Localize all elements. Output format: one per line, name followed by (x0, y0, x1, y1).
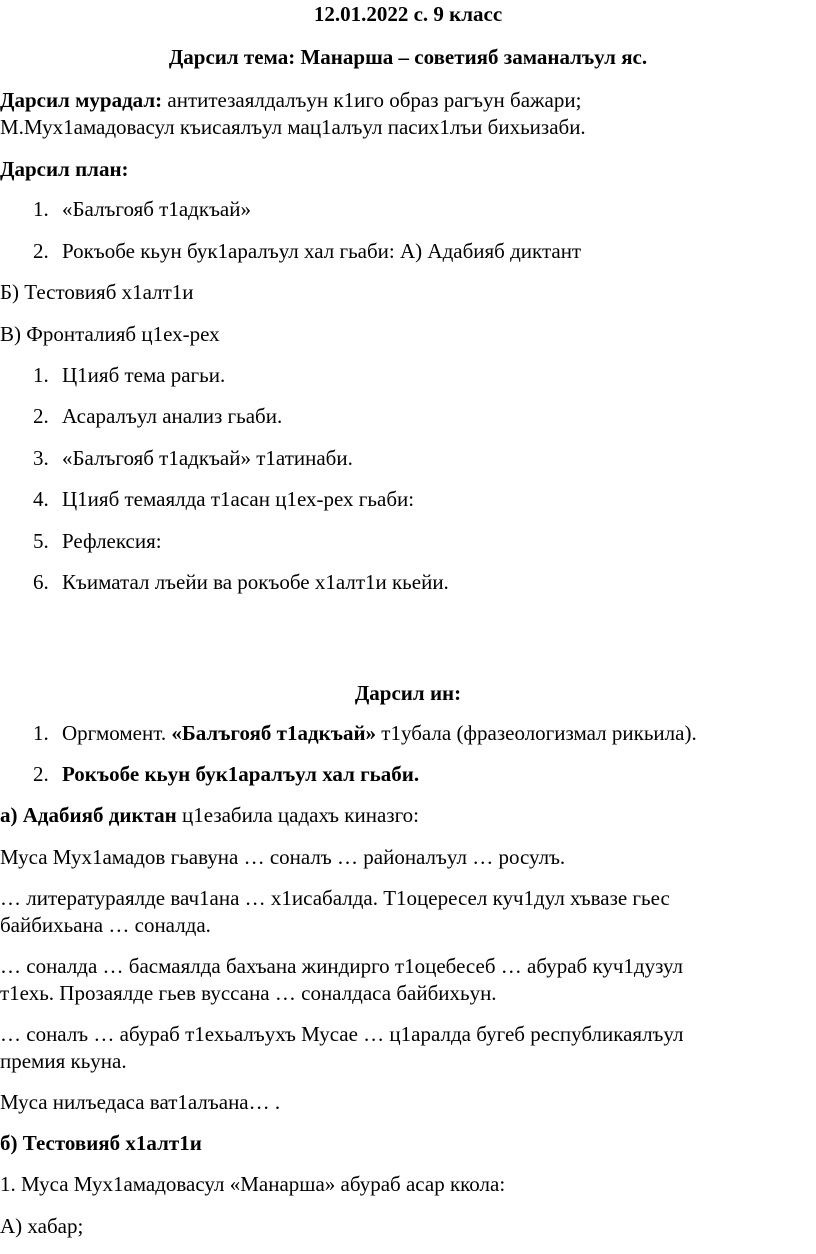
goal-text-1: антитезаялдалъун к1иго образ рагъун бажари; (162, 88, 582, 112)
list-item-number: 4. (33, 487, 49, 511)
lesson-topic: Дарсил тема: Манарша – советияб заманалъул яс. (168, 45, 648, 69)
test-answer: А) хабар; (0, 1214, 84, 1238)
list-item-text: Ц1ияб тема рагьи. (62, 363, 226, 387)
paragraph: Муса нилъедаса ват1алъана… . (0, 1090, 281, 1114)
item-text-post: т1убала (фразеологизмал рикьила). (376, 721, 697, 745)
item-text-pre: Оргмомент. (62, 721, 172, 745)
paragraph: … соналда … басмаялда бахъана жиндирго т1оцебесеб … абураб куч1дузул (0, 954, 684, 978)
list-item-text (62, 721, 697, 745)
paragraph: … литератураялде вач1ана … х1исабалда. Т1оцересел куч1дул хъвазе гьес (0, 886, 670, 910)
paragraph: премия кьуна. (0, 1049, 127, 1073)
list-item-text: «Балъгояб т1адкъай» (62, 197, 251, 221)
lesson-goal-line-1 (0, 88, 581, 112)
plan-sub-v: В) Фронталияб ц1ех-рех (0, 322, 220, 346)
plan-sub-b: Б) Тестовияб х1алт1и (0, 280, 194, 304)
paragraph: … соналъ … абураб т1ехьалъухъ Мусае … ц1аралда бугеб республикаялъул (0, 1022, 684, 1046)
dictation-line (0, 803, 419, 827)
list-item-text: Рокъобе кьун бук1аралъул хал гьаби: А) Адабияб диктант (62, 239, 582, 263)
paragraph: т1ехь. Прозаялде гьев вуссана … соналдаса байбихьун. (0, 981, 497, 1005)
list-item-number: 5. (33, 529, 49, 553)
goal-label: Дарсил мурадал: (0, 88, 163, 112)
test-label: б) Тестовияб х1алт1и (0, 1131, 202, 1155)
list-item-text: Къиматал лъейи ва рокъобе х1алт1и кьейи. (62, 570, 449, 594)
dictation-rest: ц1езабила цадахъ киназго: (176, 803, 419, 827)
list-item-number: 6. (33, 570, 49, 594)
list-item-text: Рокъобе кьун бук1аралъул хал гьаби. (62, 762, 420, 786)
plan-label: Дарсил план: (0, 157, 129, 181)
lesson-heading: Дарсил ин: (354, 681, 462, 705)
list-item-text: «Балъгояб т1адкъай» т1атинаби. (62, 446, 353, 470)
list-item-number: 1. (33, 197, 49, 221)
paragraph: байбихьана … соналда. (0, 913, 211, 937)
test-question: 1. Муса Мух1амадовасул «Манарша» абураб асар ккола: (0, 1172, 506, 1196)
list-item-number: 1. (33, 721, 49, 745)
date-class-line: 12.01.2022 с. 9 класс (313, 2, 503, 26)
item-text-bold: «Балъгояб т1адкъай» (171, 721, 377, 745)
list-item-number: 2. (33, 762, 49, 786)
list-item-text: Ц1ияб темаялда т1асан ц1ех-рех гьаби: (62, 487, 415, 511)
list-item-number: 2. (33, 239, 49, 263)
paragraph: Муса Мух1амадов гьавуна … соналъ … районалъул … росулъ. (0, 845, 566, 869)
dictation-label: а) Адабияб диктан (0, 803, 177, 827)
list-item-number: 2. (33, 404, 49, 428)
lesson-goal-line-2: М.Мух1амадовасул къисаялъул мац1алъул пасих1лъи бихьизаби. (0, 115, 586, 139)
list-item-number: 3. (33, 446, 49, 470)
list-item-number: 1. (33, 363, 49, 387)
list-item-text: Асаралъул анализ гьаби. (62, 404, 283, 428)
list-item-text: Рефлексия: (62, 529, 162, 553)
